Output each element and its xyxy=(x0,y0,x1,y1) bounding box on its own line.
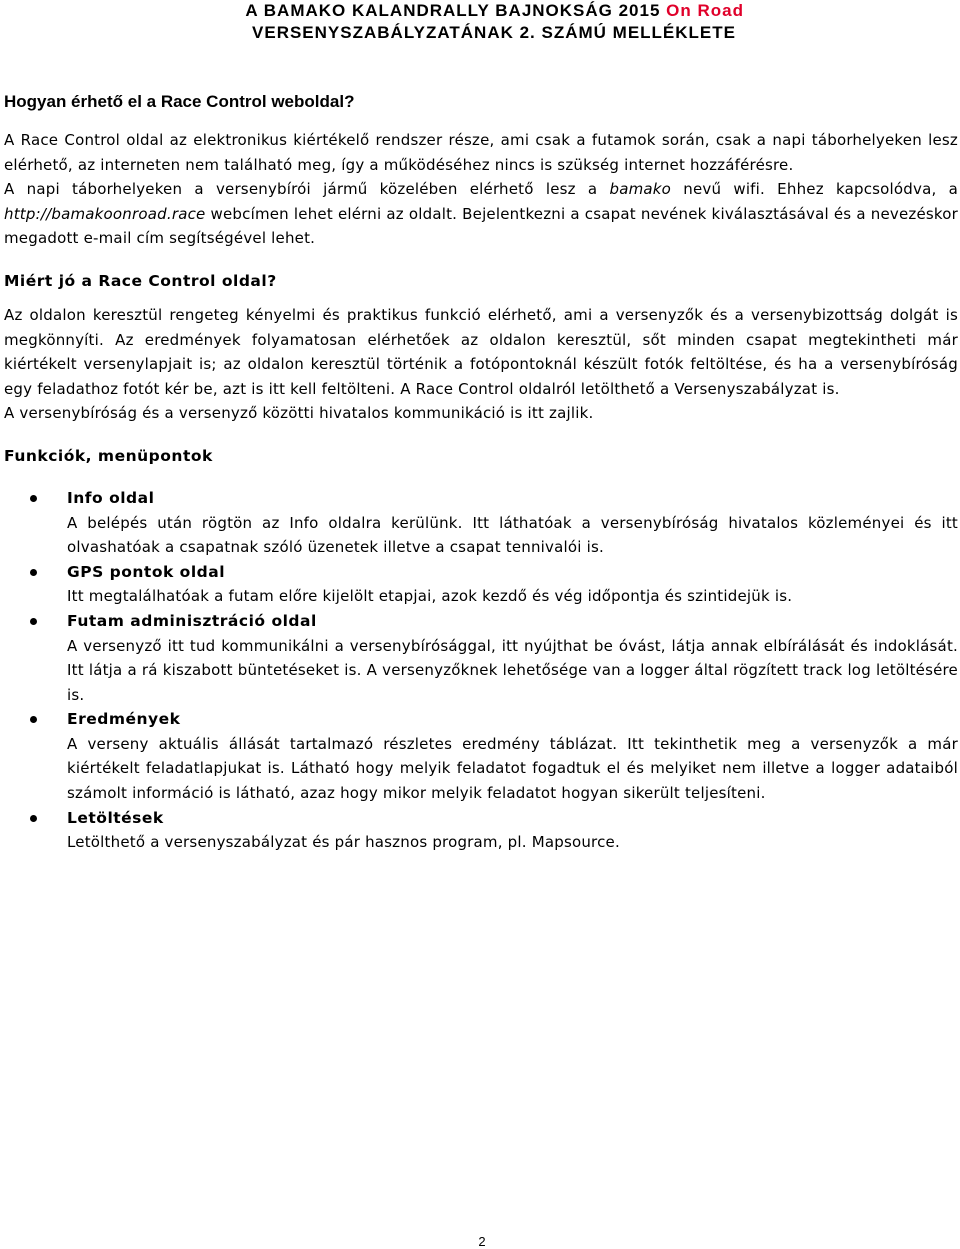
text-fragment: A napi táborhelyeken a versenybírói jármű közelében elérhető lesz a xyxy=(4,180,610,199)
list-item xyxy=(4,806,958,855)
function-description: Letölthető a versenyszabályzat és pár hasznos program, pl. Mapsource. xyxy=(67,833,620,852)
wifi-name: bamako xyxy=(609,180,672,199)
page-number xyxy=(0,1234,960,1249)
function-list xyxy=(4,486,958,855)
header-title-highlight: On Road xyxy=(666,1,744,20)
section-heading-access: Hogyan érhető el a Race Control weboldal? xyxy=(4,92,355,111)
function-title: Futam adminisztráció oldal xyxy=(67,611,317,630)
function-title: Info oldal xyxy=(67,488,155,507)
function-title: GPS pontok oldal xyxy=(67,562,226,581)
list-item xyxy=(4,609,958,707)
function-description: A versenyző itt tud kommunikálni a versenybírósággal, itt nyújthat be óvást, látja annak elbírálását és indoklását. Itt látja a rá kiszabott büntetéseket is. A versenyzőknek lehetősége van a logger által rögzített track log letöltésére is. xyxy=(67,636,958,704)
header-title-line1 xyxy=(245,0,960,22)
list-item xyxy=(4,560,958,609)
list-item xyxy=(4,707,958,805)
paragraph-why-communication: A versenybíróság és a versenyző közötti hivatalos kommunikáció is itt zajlik. xyxy=(4,404,594,423)
section-heading-functions: Funkciók, menüpontok xyxy=(4,446,213,465)
section-heading-why: Miért jó a Race Control oldal? xyxy=(4,271,277,290)
bullet-icon xyxy=(30,495,37,502)
page-number-text: 2 xyxy=(478,1234,486,1249)
bullet-icon xyxy=(30,815,37,822)
paragraph-access-intro: A Race Control oldal az elektronikus kiértékelő rendszer része, ami csak a futamok során, csak a napi táborhelyeken lesz elérhető, az interneten nem található meg, így a működéséhez nincs is szükség internet hozzáférésre. xyxy=(4,131,958,174)
function-title: Letöltések xyxy=(67,808,164,827)
text-fragment: webcímen lehet elérni az oldalt. Bejelentkezni a csapat nevének kiválasztásával és a nevezéskor megadott e-mail cím segítségével lehet. xyxy=(4,204,958,248)
function-description: A belépés után rögtön az Info oldalra kerülünk. Itt láthatóak a versenybíróság hivatalos közleményei és itt olvashatóak a csapatnak szóló üzenetek illetve a csapat tennivalói is. xyxy=(67,513,958,557)
function-description: A verseny aktuális állását tartalmazó részletes eredmény táblázat. Itt tekinthetik meg a versenyzők a már kiértékelt feladatlapjukat is. Látható hogy melyik feladatot fogadtuk el és melyiket nem illetve a logger adataiból számolt információ is látható, azaz hogy mikor melyik feladatot hogyan sikerült teljesíteni. xyxy=(67,734,958,803)
function-description: Itt megtalálhatóak a futam előre kijelölt etapjai, azok kezdő és vég időpontja és szintidejük is. xyxy=(67,587,793,606)
bullet-icon xyxy=(30,569,37,576)
document-body xyxy=(4,90,958,855)
list-item xyxy=(4,486,958,560)
bullet-icon xyxy=(30,618,37,625)
function-title: Eredmények xyxy=(67,710,181,729)
paragraph-why-benefits: Az oldalon keresztül rengeteg kényelmi és praktikus funkció elérhető, ami a versenyzők és a versenybizottság dolgát is megkönnyíti. Az eredmények folyamatosan elérhetőek az oldalon keresztül, sőt minden csapat megtekintheti már kiértékelt versenylapjait is; az oldalon keresztül történik a fotópontoknál készült fotók feltöltése, és ha a versenybíróság egy feladathoz fotót kér be, azt is itt kell feltölteni. A Race Control oldalról letölthető a Versenyszabályzat is. xyxy=(4,305,958,398)
paragraph-access-wifi xyxy=(4,177,958,251)
text-fragment: nevű wifi. Ehhez kapcsolódva, a xyxy=(671,180,959,199)
header-title-line2: VERSENYSZABÁLYZATÁNAK 2. SZÁMÚ MELLÉKLETE xyxy=(252,23,736,42)
header-title-text: A BAMAKO KALANDRALLY BAJNOKSÁG 2015 xyxy=(245,1,667,20)
race-control-url: http://bamakoonroad.race xyxy=(4,204,206,223)
bullet-icon xyxy=(30,716,37,723)
